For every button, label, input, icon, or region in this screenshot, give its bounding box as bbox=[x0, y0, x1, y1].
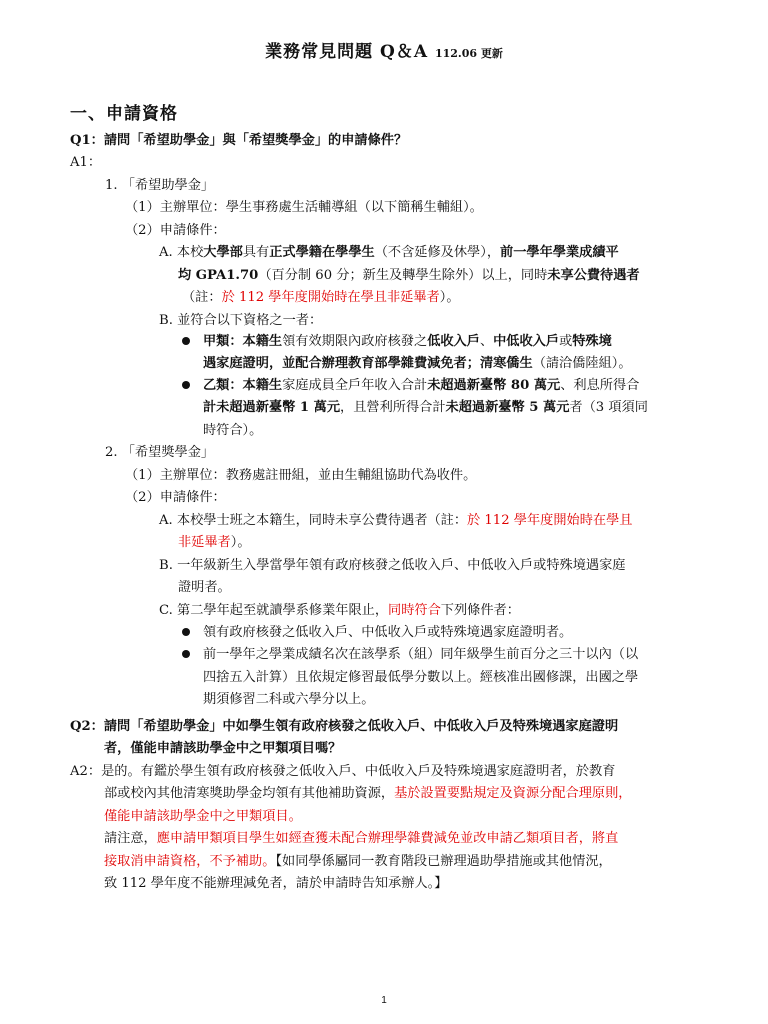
bullet-icon bbox=[182, 628, 190, 636]
item-2-condition-a-line-1: A. 本校學士班之本籍生，同時未享公費待遇者（註：於 112 學年度開始時在學且 bbox=[159, 513, 633, 528]
section-heading-eligibility: 一、申請資格 bbox=[70, 104, 178, 124]
item-2-condition-b-line-1: B. 一年級新生入學當學年領有政府核發之低收入戶、中低收入戶或特殊境遇家庭 bbox=[159, 558, 626, 573]
question-2-line-1: Q2：請問「希望助學金」中如學生領有政府核發之低收入戶、中低收入戶及特殊境遇家庭證明 bbox=[70, 719, 619, 734]
condition-b-heading: B. 並符合以下資格之一者： bbox=[159, 313, 323, 328]
bullet-icon bbox=[182, 381, 190, 389]
condition-a-note: （註：於 112 學年度開始時在學且非延畢者）。 bbox=[182, 290, 460, 305]
item-2-organizer: （1）主辦單位：教務處註冊組，並由生輔組協助代為收件。 bbox=[125, 468, 477, 483]
condition-c-item-2-line-3: 期須修習二科或六學分以上。 bbox=[203, 692, 375, 707]
type-b-line-3: 時符合）。 bbox=[203, 423, 263, 438]
item-2-conditions-label: （2）申請條件： bbox=[125, 490, 226, 505]
item-2-condition-a-line-2: 非延畢者）。 bbox=[178, 535, 251, 550]
doc-title-update-note: 112.06 更新 bbox=[434, 47, 503, 60]
answer-2-line-1: A2：是的。有鑑於學生領有政府核發之低收入戶、中低收入戶及特殊境遇家庭證明者，於教育 bbox=[70, 764, 616, 779]
type-b-line-1: 乙類：本籍生家庭成員全戶年收入合計未超過新臺幣 80 萬元、利息所得合 bbox=[203, 378, 640, 393]
answer-2-line-4: 請注意，應申請甲類項目學生如經查獲未配合辦理學雜費減免並改申請乙類項目者，將直 bbox=[104, 831, 619, 846]
condition-c-item-2-line-1: 前一學年之學業成績名次在該學系（組）同年級學生前百分之三十以內（以 bbox=[203, 647, 639, 662]
doc-title bbox=[0, 37, 768, 62]
answer-2-line-6: 致 112 學年度不能辦理減免者，請於申請時告知承辦人。】 bbox=[104, 876, 448, 891]
item-2-condition-c-line-1: C. 第二學年起至就讀學系修業年限止，同時符合下列條件者： bbox=[159, 603, 520, 618]
answer-2-line-3: 僅能申請該助學金中之甲類項目。 bbox=[104, 809, 302, 824]
page-number: 1 bbox=[381, 995, 387, 1006]
answer-1-label: A1： bbox=[70, 155, 102, 170]
doc-title-text: 業務常見問題 Q＆A bbox=[265, 42, 429, 62]
question-2-line-2: 者，僅能申請該助學金中之甲類項目嗎？ bbox=[104, 741, 342, 756]
question-1: Q1：請問「希望助學金」與「希望獎學金」的申請條件？ bbox=[70, 133, 408, 148]
type-a-line-2: 遇家庭證明，並配合辦理教育部學雜費減免者；清寒僑生（請洽僑陸組）。 bbox=[203, 356, 632, 371]
condition-a-line-2: 均 GPA1.70（百分制 60 分；新生及轉學生除外）以上，同時未享公費待遇者 bbox=[178, 268, 640, 283]
type-a-line-1: 甲類：本籍生領有效期限內政府核發之低收入戶、中低收入戶或特殊境 bbox=[203, 334, 612, 349]
item-2-condition-b-line-2: 證明者。 bbox=[178, 580, 231, 595]
condition-a-line-1: A. 本校大學部具有正式學籍在學學生（不含延修及休學），前一學年學業成績平 bbox=[159, 245, 619, 260]
answer-2-line-5: 接取消申請資格，不予補助。【如同學係屬同一教育階段已辦理過助學措施或其他情況， bbox=[104, 854, 612, 869]
item-1-organizer: （1）主辦單位：學生事務處生活輔導組（以下簡稱生輔組）。 bbox=[125, 200, 483, 215]
item-1-heading: 1. 「希望助學金」 bbox=[105, 178, 215, 193]
bullet-icon bbox=[182, 337, 190, 345]
condition-c-item-2-line-2: 四捨五入計算）且依規定修習最低學分數以上。經核准出國修課，出國之學 bbox=[203, 670, 639, 685]
item-1-conditions-label: （2）申請條件： bbox=[125, 223, 226, 238]
condition-c-item-1: 領有政府核發之低收入戶、中低收入戶或特殊境遇家庭證明者。 bbox=[203, 625, 573, 640]
bullet-icon bbox=[182, 650, 190, 658]
item-2-heading: 2. 「希望獎學金」 bbox=[105, 445, 215, 460]
answer-2-line-2: 部或校內其他清寒獎助學金均領有其他補助資源，基於設置要點規定及資源分配合理原則， bbox=[104, 786, 632, 801]
type-b-line-2: 計未超過新臺幣 1 萬元，且營利所得合計未超過新臺幣 5 萬元者（3 項須同 bbox=[203, 400, 648, 415]
